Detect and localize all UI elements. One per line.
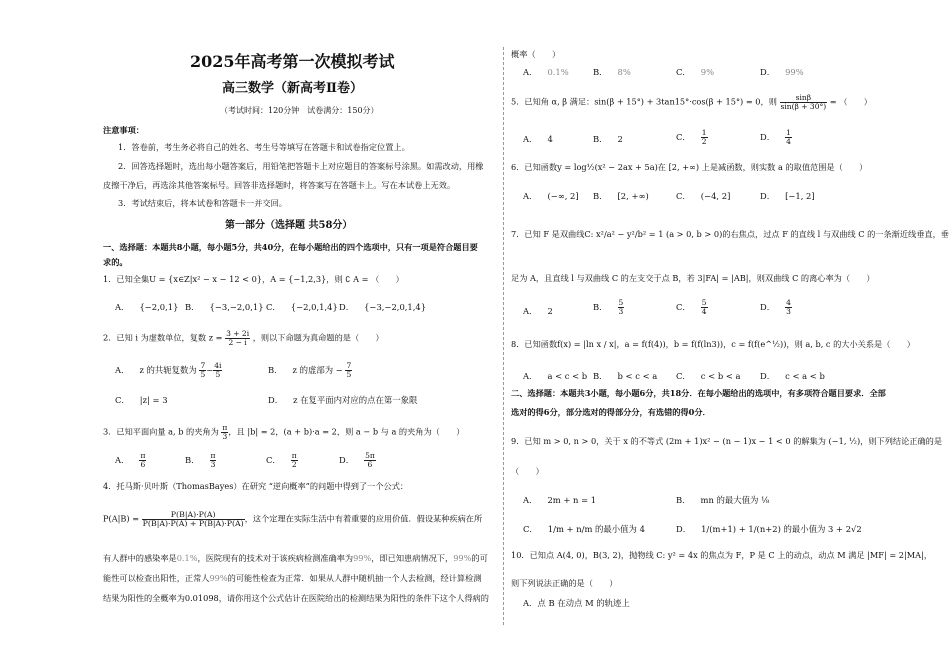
- q1-option-a[interactable]: A． {−2,0,1}: [115, 302, 179, 312]
- q8-option-a[interactable]: A． a < c < b: [523, 371, 588, 381]
- part1-intro: 一、选择题：本题共8小题，每小题5分，共40分，在每小题给出的四个选项中，只有一项是符合题目要: [103, 242, 478, 252]
- q4-bayes-formula: P(A|B) = $\frac{P(B|A)\cdot P(A)}{P(B|A)\cdot P(A) + P(B|Ā)\cdot P(Ā)}$ ，这个定理在实际生活中有着重要的应用价值．假设某种疾病在所: [103, 510, 483, 529]
- q1-stem-text: 1．已知全集: [103, 274, 150, 284]
- q10-line-2: 则下列说法正确的是（ ）: [511, 578, 618, 588]
- q1-set-a: ，A = {−1,2,3}: [262, 274, 327, 284]
- part2-intro: 二、选择题：本题共3小题，每小题6分，共18分．在每小题给出的选项中，有多项符合题目要求．全部: [511, 388, 886, 398]
- q1-option-b[interactable]: B． {−3,−2,0,1}: [185, 302, 264, 312]
- q8-stem: 8．已知函数f(x) = |ln x / x|，a = f(f(4))，b = f(f(ln3))，c = f(f(e^½))，则 a, b, c 的大小关系是（ ）: [511, 339, 915, 349]
- q4-line-2: 有人群中的感染率是0.1%，医院现有的技术对于该疾病检测准确率为99%，即已知患病情况下，99%的可: [103, 553, 488, 563]
- q7-option-c[interactable]: C． $\frac{5}{4}$: [676, 298, 707, 316]
- q3-option-a[interactable]: A． $\frac{\pi}{6}$: [115, 451, 146, 469]
- q5-option-c[interactable]: C． $\frac{1}{2}$: [676, 128, 707, 146]
- q4-option-c[interactable]: C． 9%: [676, 67, 715, 77]
- q3-option-d[interactable]: D． $\frac{5\pi}{6}$: [339, 451, 375, 469]
- q4-line-3: 能性可以检查出阳性，正常人99%的可能性检查为正常．如果从人群中随机抽一个人去检测，经计算检测: [103, 573, 482, 583]
- note-item-2-cont: 皮擦干净后，再选涂其他答案标号。回答非选择题时，将答案写在答题卡上。写在本试卷上无效。: [103, 180, 456, 190]
- note-item-2: 2．回答选择题时，选出每小题答案后，用铅笔把答题卡上对应题目的答案标号涂黑。如需改动，用橡: [118, 161, 484, 171]
- q4-line-4: 结果为阳性的全概率为0.01098，请你用这个公式估计在医院给出的检测结果为阳性的条件下这个人得病的: [103, 593, 489, 603]
- q9-option-a[interactable]: A． 2m + n = 1: [523, 495, 597, 505]
- q4-option-d[interactable]: D． 99%: [760, 67, 804, 77]
- note-item-1: 1．答卷前，考生务必将自己的姓名、考生号等填写在答题卡和试卷指定位置上。: [118, 142, 410, 152]
- q3-option-c[interactable]: C． $\frac{\pi}{2}$: [266, 451, 297, 469]
- q6-stem: 6．已知函数y = log½(x² − 2ax + 5a)在 [2, +∞) 上是减函数，则实数 a 的取值范围是（ ）: [511, 162, 868, 172]
- note-item-3: 3．考试结束后，将本试卷和答题卡一并交回。: [118, 198, 287, 208]
- part1-heading: 第一部分（选择题 共58分）: [225, 220, 353, 231]
- q4-stem: 4．托马斯·贝叶斯（ThomasBayes）在研究 “逆向概率”的问题中得到了一个公式：: [103, 481, 409, 491]
- q6-option-c[interactable]: C． (−4, 2]: [676, 191, 731, 201]
- q9-paren: （ ）: [511, 466, 544, 476]
- notes-heading: 注意事项：: [103, 125, 144, 135]
- q8-option-d[interactable]: D． c < a < b: [760, 371, 825, 381]
- q6-option-a[interactable]: A． (−∞, 2]: [523, 191, 579, 201]
- q6-option-b[interactable]: B． [2, +∞): [593, 191, 649, 201]
- q1-option-d[interactable]: D． {−3,−2,0,1,4}: [339, 302, 427, 312]
- q2-option-d[interactable]: D． z 在复平面内对应的点在第一象限: [268, 395, 418, 405]
- q4-tail: 概率（ ）: [511, 49, 561, 59]
- q2-option-a[interactable]: A． z 的共轭复数为 $\frac{7}{5}$ − $\frac{4i}{5}$: [115, 361, 222, 379]
- q2-stem: 2．已知 i 为虚数单位，复数 z = $\frac{3 + 2i}{2 - i}$ ，则以下命题为真命题的是（ ）: [103, 329, 384, 347]
- q1-tail: ，则 ∁ A = （ ）: [326, 274, 404, 284]
- exam-title: 2025年高考第一次模拟考试: [190, 52, 395, 71]
- q9-option-d[interactable]: D． 1/(m+1) + 1/(n+2) 的最小值为 3 + 2√2: [676, 524, 862, 534]
- q4-option-b[interactable]: B． 8%: [593, 67, 631, 77]
- q2-option-b[interactable]: B． z 的虚部为 − $\frac{7}{5}$: [268, 361, 352, 379]
- q1-option-c[interactable]: C． {−2,0,1,4}: [266, 302, 338, 312]
- q2-option-c[interactable]: C． |z| = 3: [115, 395, 168, 405]
- exam-meta: （考试时间：120分钟 试卷满分：150分）: [220, 106, 379, 115]
- q7-stem: 7．已知 F 是双曲线C: x²/a² − y²/b² = 1 (a > 0, b > 0)的右焦点，过点 F 的直线 l 与双曲线 C 的一条渐近线垂直，垂: [511, 229, 949, 239]
- q7-option-d[interactable]: D． $\frac{4}{3}$: [760, 298, 791, 316]
- q6-option-d[interactable]: D． [−1, 2]: [760, 191, 815, 201]
- column-divider: [503, 47, 504, 625]
- part2-intro-cont: 选对的得6分，部分选对的得部分分，有选错的得0分．: [511, 407, 711, 417]
- exam-subtitle: 高三数学（新高考Ⅱ卷）: [222, 81, 363, 96]
- q3-option-b[interactable]: B． $\frac{\pi}{3}$: [185, 451, 216, 469]
- q9-option-b[interactable]: B． mn 的最大值为 ⅛: [676, 495, 770, 505]
- q7-option-b[interactable]: B． $\frac{5}{3}$: [593, 298, 624, 316]
- q10-option-a[interactable]: A．点 B 在动点 M 的轨迹上: [523, 598, 630, 608]
- q9-option-c[interactable]: C． 1/m + n/m 的最小值为 4: [523, 524, 645, 534]
- q4-option-a[interactable]: A． 0.1%: [523, 67, 569, 77]
- q8-option-c[interactable]: C． c < b < a: [676, 371, 741, 381]
- q1-set-u: U = {x∈Z|x² − x − 12 < 0}: [149, 274, 263, 284]
- q9-stem: 9．已知 m > 0, n > 0，关于 x 的不等式 (2m + 1)x² − (n − 1)x − 1 < 0 的解集为 (−1, ½)，则下列结论正确的是: [511, 436, 943, 446]
- q1-stem: [103, 275, 404, 285]
- q5-stem: 5．已知角 α, β 满足：sin(β + 15°) + 3tan15°·cos(β + 15°) = 0，则 $\frac{\sin\beta}{\sin(\beta + 30^\circ)}$ = （ ）: [511, 93, 872, 111]
- q10-stem: 10．已知点 A(4, 0)，B(3, 2)，抛物线 C: y² = 4x 的焦点为 F，P 是 C 上的动点，动点 M 满足 |MF| = 2|MA|，: [511, 550, 933, 560]
- part1-intro-cont: 求的。: [103, 257, 128, 267]
- q8-option-b[interactable]: B． b < c < a: [593, 371, 658, 381]
- q3-stem: 3．已知平面向量 a, b 的夹角为 $\frac{\pi}{3}$ ，且 |b| = 2，(a + b)·a = 2，则 a − b 与 a 的夹角为（ ）: [103, 423, 465, 441]
- q5-option-a[interactable]: A． 4: [523, 134, 553, 144]
- q5-option-d[interactable]: D． $\frac{1}{4}$: [760, 128, 791, 146]
- q2-fraction: $\frac{3 + 2i}{2 - i}$: [226, 329, 250, 347]
- q5-option-b[interactable]: B． 2: [593, 134, 623, 144]
- q7-option-a[interactable]: A． 2: [523, 306, 553, 316]
- q7-line-2: 足为 A，且直线 l 与双曲线 C 的左支交于点 B，若 3|FA| = |AB|，则双曲线 C 的离心率为（ ）: [511, 273, 875, 283]
